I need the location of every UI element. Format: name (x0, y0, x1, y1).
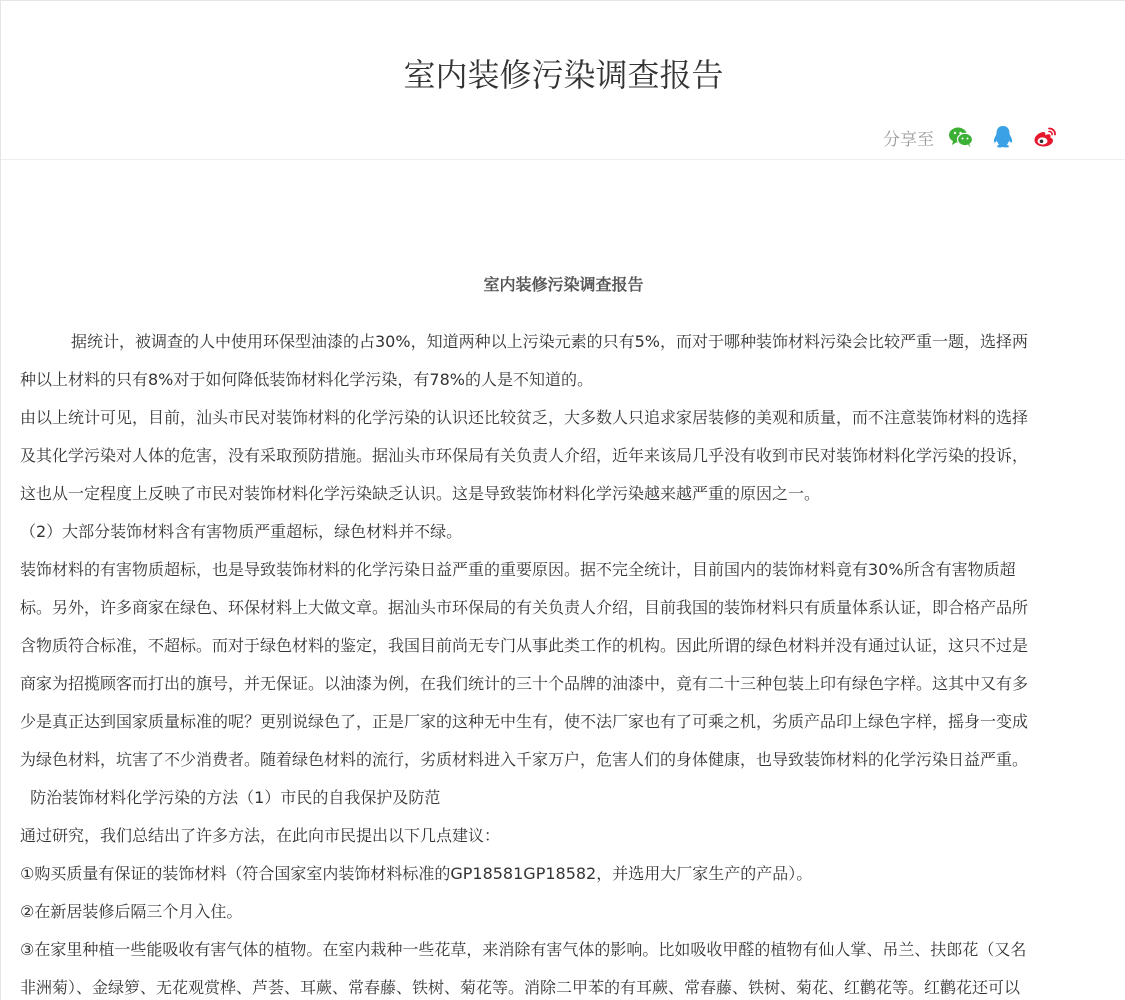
wechat-icon[interactable] (948, 124, 974, 150)
paragraph-line: 通过研究，我们总结出了许多方法，在此向市民提出以下几点建议： (20, 826, 501, 845)
page-title: 室内装修污染调查报告 (403, 56, 724, 94)
paragraph-line: 含物质符合标准，不超标。而对于绿色材料的鉴定，我国目前尚无专门从事此类工作的机构。因此所谓的绿色材料并没有通过认证，这只不过是 (20, 636, 1029, 655)
paragraph-line: 及其化学污染对人体的危害，没有采取预防措施。据汕头市环保局有关负责人介绍，近年来该局几乎没有收到市民对装饰材料化学污染的投诉， (20, 446, 1029, 465)
share-label: 分享至 (883, 129, 934, 150)
paragraph-line: 标。另外，许多商家在绿色、环保材料上大做文章。据汕头市环保局的有关负责人介绍，目前我国的装饰材料只有质量体系认证，即合格产品所 (20, 598, 1029, 617)
paragraph-line: 装饰材料的有害物质超标，也是导致装饰材料的化学污染日益严重的重要原因。据不完全统计，目前国内的装饰材料竟有30%所含有害物质超 (20, 560, 1016, 579)
paragraph-line: 防治装饰材料化学污染的方法（1）市民的自我保护及防范 (20, 788, 441, 807)
paragraph-line: 商家为招揽顾客而打出的旗号，并无保证。以油漆为例，在我们统计的三十个品牌的油漆中，竟有二十三种包装上印有绿色字样。这其中又有多 (20, 674, 1029, 693)
paragraph-line: （2）大部分装饰材料含有害物质严重超标，绿色材料并不绿。 (20, 522, 463, 541)
share-bar (883, 121, 1074, 153)
weibo-icon[interactable] (1032, 124, 1058, 150)
article-header (1, 1, 1125, 160)
paragraph-line: ③在家里种植一些能吸收有害气体的植物。在室内栽种一些花草，来消除有害气体的影响。比如吸收甲醛的植物有仙人掌、吊兰、扶郎花（又名 (20, 940, 1027, 959)
qq-icon[interactable] (990, 124, 1016, 150)
article-body (20, 161, 1125, 1000)
paragraph-line: 由以上统计可见，目前，汕头市民对装饰材料的化学污染的认识还比较贫乏，大多数人只追求家居装修的美观和质量，而不注意装饰材料的选择 (20, 408, 1029, 427)
paragraph-line: 非洲菊）、金绿箩、无花观赏桦、芦荟、耳蕨、常春藤、铁树、菊花等。消除二甲苯的有耳蕨、常春藤、铁树、菊花、红鹳花等。红鹳花还可以 (20, 978, 1021, 997)
article-title: 室内装修污染调查报告 (483, 275, 644, 294)
paragraph-line: ②在新居装修后隔三个月入住。 (20, 902, 243, 921)
paragraph-line: 少是真正达到国家质量标准的呢？更别说绿色了，正是厂家的这种无中生有，使不法厂家也有了可乘之机，劣质产品印上绿色字样，摇身一变成 (20, 712, 1029, 731)
paragraph-line: 据统计，被调查的人中使用环保型油漆的占30%，知道两种以上污染元素的只有5%，而对于哪种装饰材料污染会比较严重一题，选择两 (71, 332, 1028, 351)
paragraph-line: 为绿色材料，坑害了不少消费者。随着绿色材料的流行，劣质材料进入千家万户，危害人们的身体健康，也导致装饰材料的化学污染日益严重。 (20, 750, 1029, 769)
paragraph-line: 这也从一定程度上反映了市民对装饰材料化学污染缺乏认识。这是导致装饰材料化学污染越来越严重的原因之一。 (20, 484, 821, 503)
paragraph-line: 种以上材料的只有8%对于如何降低装饰材料化学污染，有78%的人是不知道的。 (20, 370, 593, 389)
paragraph-line: ①购买质量有保证的装饰材料（符合国家室内装饰材料标准的GP18581GP18582，并选用大厂家生产的产品）。 (20, 864, 813, 883)
